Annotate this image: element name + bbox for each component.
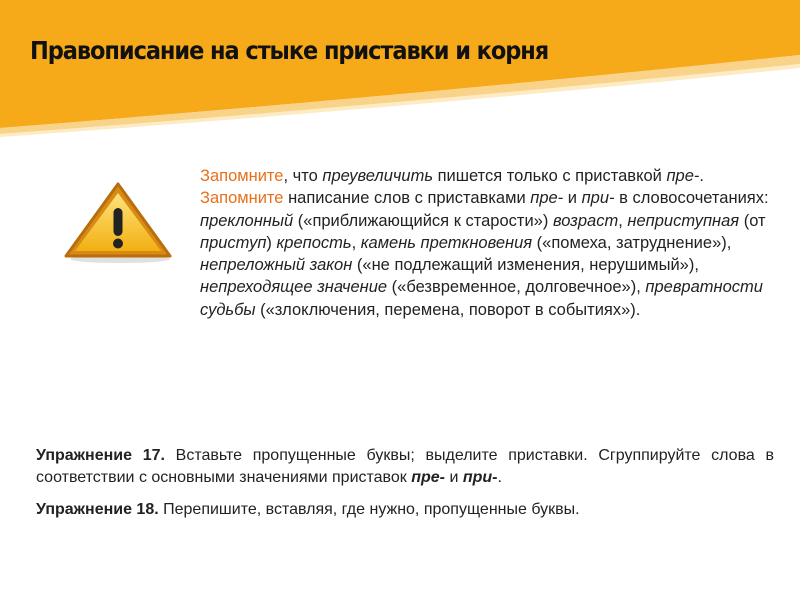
remember-label: Запомните	[200, 189, 284, 208]
note-exaggerate: Запомните, что преувеличить пишется только с приставкой пре-.	[200, 167, 704, 185]
exercise-18: Упражнение 18. Перепишите, вставляя, где нужно, пропущенные буквы.	[36, 501, 580, 518]
header-background	[0, 0, 800, 140]
exercise-18-label: Упражнение 18.	[36, 501, 159, 518]
header-banner	[0, 0, 800, 140]
notes-block	[200, 165, 778, 321]
exercise-17: Упражнение 17. Вставьте пропущенные буквы; выделите приставки. Сгруппируйте слова в соответствии с основными значениями приставок пре- и при-.	[36, 447, 775, 486]
page-title: Правописание на стыке приставки и корня	[30, 36, 549, 65]
exercises-block	[36, 445, 774, 531]
exercise-17-label: Упражнение 17.	[36, 447, 165, 464]
remember-label: Запомните	[200, 167, 284, 185]
note-prefixes: Запомните написание слов с приставками пре- и при- в словосочетаниях: преклонный («приближающийся к старости») возраст, неприступная (от приступ) крепость, камень преткновения («помеха, затруднение»), непреложный закон («не подлежащий изменения, нерушимый»), непреходящее значение («безвременное, долговечное»), превратности судьбы («злоключения, перемена, поворот в событиях»).	[200, 189, 769, 319]
warning-triangle-icon	[62, 180, 174, 269]
